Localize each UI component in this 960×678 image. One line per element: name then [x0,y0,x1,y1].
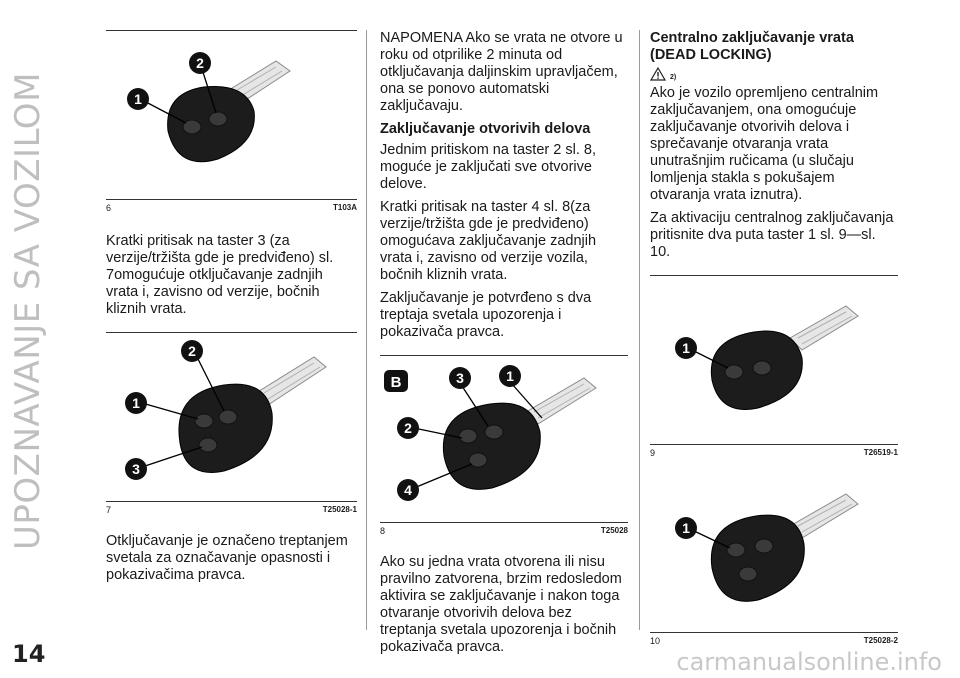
car-key-illustration [650,464,898,632]
warning-reference [650,67,898,81]
figure-number: 9 [650,448,656,458]
body-paragraph: Ako su jedna vrata otvorena ili nisu pravilno zatvorena, brzim redosledom aktivira se zaključavanje i nakon toga otvaranje otvorivih delova bez treptanja svetala upozorenja i bočnih pokazivača pravca. [380,554,622,655]
key-fob [443,403,540,489]
figure-code: T25028-1 [322,505,357,514]
figure-code: T25028 [600,526,628,535]
key-button [727,543,745,557]
key-button [485,425,503,439]
column-2 [380,30,628,656]
figure-number: 8 [380,526,386,536]
body-paragraph: Kratki pritisak na taster 3 (za verzije/tržišta gde je predviđeno) sl. 7omogućuje otključavanje zadnjih vrata i, zavisno od verzije, bočnih kliznih vrata. [106,233,334,317]
figure-code: T103A [332,203,357,212]
figure-8 [380,355,628,536]
callout-label: 3 [132,461,140,477]
callout-label: 4 [404,482,412,498]
key-button [199,438,217,452]
figure-rule [650,632,898,633]
body-paragraph: Zaključavanje je potvrđeno s dva treptaja svetala upozorenja i pokazivača pravca. [380,290,592,340]
body-paragraph: Kratki pritisak na taster 4 sl. 8(za verzije/tržišta gde je predviđeno) omogućava zaključavanje zadnjih vrata i, zavisno od verzije vozila, bočnih kliznih vrata. [380,199,597,283]
key-button [219,410,237,424]
figure-rule [650,444,898,445]
warning-ref-number: 2) [670,74,677,81]
car-key-illustration [106,333,357,501]
section-heading: Zaključavanje otvorivih delova [380,121,591,137]
figure-number: 10 [650,636,661,646]
watermark: carmanualsonline.info [676,648,942,676]
figure-7 [106,332,357,515]
callout-label: 3 [456,370,464,386]
callout-label: B [390,374,402,391]
figure-rule [380,522,628,523]
column-divider [639,30,640,630]
figure-caption [106,203,357,213]
figure-code: T26519-1 [863,448,898,457]
figure-rule [106,501,357,502]
key-button [725,365,743,379]
page-number: 14 [12,640,46,668]
key-button [183,120,201,134]
callout-label: 2 [404,420,412,436]
figure-caption [380,526,628,536]
column-1 [106,30,357,584]
callout-label: 2 [188,343,196,359]
car-key-illustration [106,31,357,199]
key-blade [790,306,858,350]
figure-caption [650,448,898,458]
figure-caption [106,505,357,515]
body-paragraph: Jednim pritiskom na taster 2 sl. 8, moguće je zaključati sve otvorive delove. [380,142,596,192]
figure-9 [650,275,898,458]
car-key-illustration [650,276,898,444]
figure-number: 7 [106,505,112,515]
figure-rule [106,199,357,200]
section-heading: Centralno zaključavanje vrata (DEAD LOCKING) [650,30,854,63]
body-paragraph: NAPOMENA Ako se vrata ne otvore u roku od otprilike 2 minuta od otključavanja daljinskim upravljačem, ona se ponovo automatski zaključavaju. [380,30,623,114]
key-button [459,429,477,443]
key-button [755,539,773,553]
callout-label: 1 [132,395,140,411]
figure-6 [106,30,357,213]
key-button [739,567,757,581]
body-paragraph: Otključavanje je označeno treptanjem svetala za označavanje opasnosti i pokazivačima pravca. [106,533,348,583]
body-paragraph: Ako je vozilo opremljeno centralnim zaključavanjem, ona omogućuje zaključavanje otvorivih delova i sprečavanje otvaranja vrata unutrašnjim ručicama (u slučaju lomljenja stakla s pokušajem otvaranja vrata iznutra). [650,85,879,203]
key-button [753,361,771,375]
key-button [469,453,487,467]
section-title-vertical: UPOZNAVANJE SA VOZILOM [8,72,48,550]
column-divider [366,30,367,630]
column-3 [650,30,898,646]
figure-caption [650,636,898,646]
key-fob [711,515,804,601]
callout-label: 1 [506,368,514,384]
callout-label: 1 [682,520,690,536]
key-blade [526,378,596,424]
figure-10 [650,464,898,646]
car-key-illustration [380,356,628,522]
warning-triangle-icon [650,67,666,81]
figure-number: 6 [106,203,112,213]
key-button [209,112,227,126]
key-fob [179,384,272,472]
callout-label: 1 [134,91,142,107]
figure-code: T25028-2 [863,636,898,645]
body-paragraph: Za aktivaciju centralnog zaključavanja pritisnite dva puta taster 1 sl. 9—sl. 10. [650,210,894,260]
key-button [195,414,213,428]
callout-label: 1 [682,340,690,356]
callout-label: 2 [196,55,204,71]
